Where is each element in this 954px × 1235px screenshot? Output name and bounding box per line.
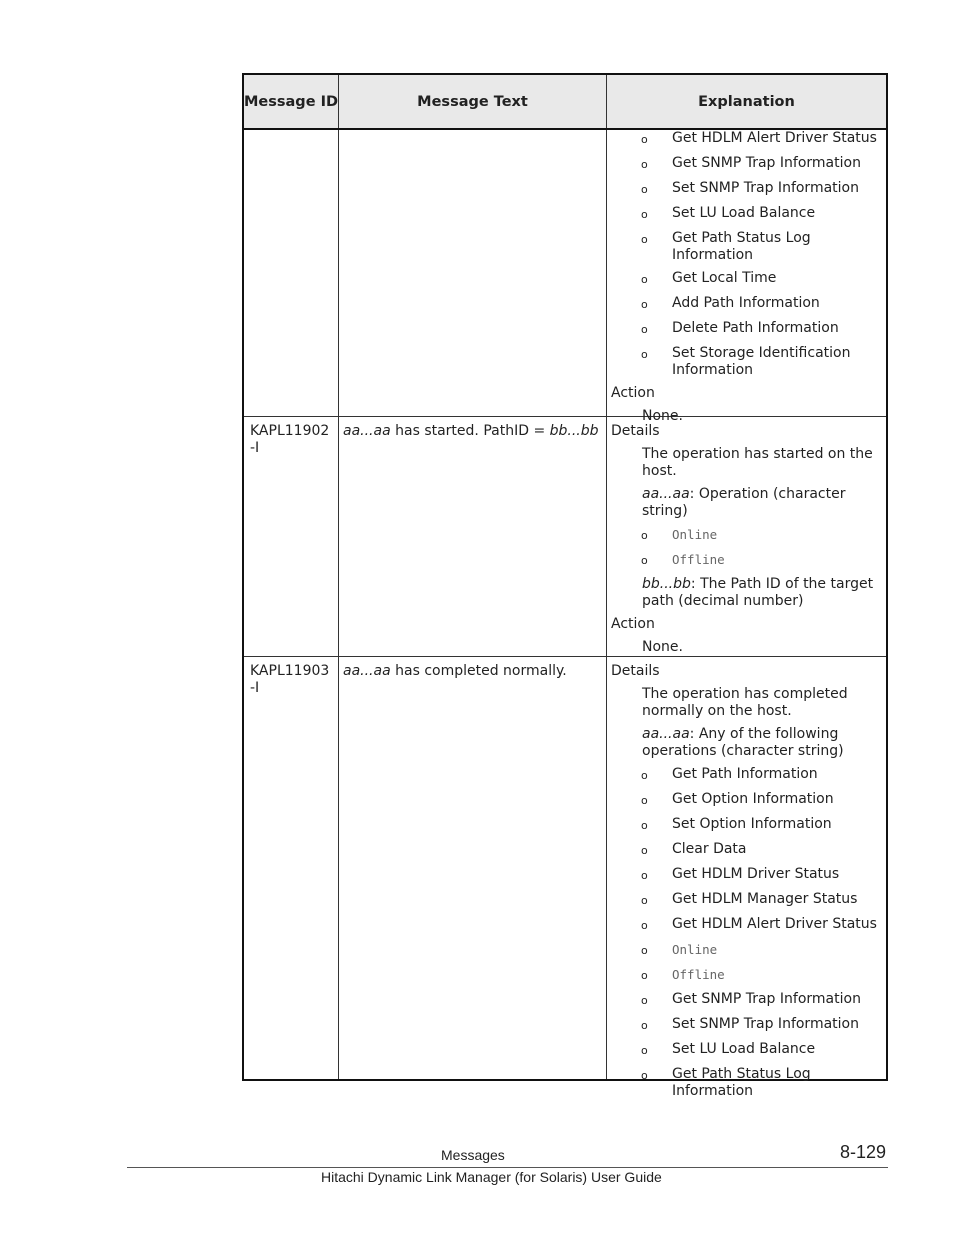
list-item — [611, 916, 884, 935]
list-item — [611, 816, 884, 835]
list-item — [611, 205, 884, 224]
list-item — [611, 866, 884, 885]
bullet-list — [611, 991, 884, 1100]
bullet-icon: o — [641, 819, 648, 832]
bullet-icon: o — [641, 1069, 648, 1082]
action-text: None. — [642, 408, 683, 424]
bullet-list — [611, 766, 884, 935]
list-item-label: Set Storage Identification Information — [672, 345, 851, 378]
list-item-label: Get Path Status Log Information — [672, 230, 811, 263]
bullet-icon: o — [641, 769, 648, 782]
list-item-label: Get SNMP Trap Information — [672, 155, 861, 171]
list-item: o Online — [611, 941, 884, 960]
details-variable-desc: bb...bb: The Path ID of the target path (decimal number) — [642, 576, 874, 609]
list-item — [611, 230, 884, 264]
list-item-label: Set SNMP Trap Information — [672, 1016, 859, 1032]
explanation-cell — [607, 130, 886, 424]
text-body: has started. PathID = — [390, 423, 550, 439]
list-item — [611, 130, 884, 149]
list-item-label: Clear Data — [672, 841, 747, 857]
bullet-icon: o — [641, 158, 648, 171]
list-item-label: Get Path Status Log Information — [672, 1066, 811, 1099]
footer-divider — [127, 1167, 888, 1168]
text-body: has completed normally. — [390, 663, 567, 679]
list-item-label: Add Path Information — [672, 295, 820, 311]
header-explanation: Explanation — [698, 93, 795, 110]
bullet-icon: o — [641, 844, 648, 857]
list-item — [611, 766, 884, 785]
bullet-icon: o — [641, 233, 648, 246]
bullet-icon: o — [641, 919, 648, 932]
list-item — [611, 345, 884, 379]
action-text: None. — [642, 639, 683, 655]
list-item — [611, 180, 884, 199]
details-variable-desc: aa...aa: Operation (character string) — [642, 486, 846, 519]
bullet-icon: o — [641, 208, 648, 221]
table-row — [244, 657, 886, 1099]
header-message-id: Message ID — [244, 75, 339, 128]
details-label: Details — [611, 423, 660, 439]
list-item: o Online — [611, 526, 884, 545]
list-item-label: Get Path Information — [672, 766, 818, 782]
list-item-label: Get HDLM Manager Status — [672, 891, 858, 907]
details-variable-desc: aa...aa: Any of the following operations (character string) — [642, 726, 844, 759]
list-item — [611, 841, 884, 860]
bullet-icon: o — [641, 348, 648, 361]
table-row — [244, 417, 886, 657]
action-label: Action — [611, 616, 655, 632]
bullet-icon: o — [641, 298, 648, 311]
details-text: The operation has started on the host. — [642, 446, 873, 479]
explanation-cell — [607, 657, 886, 1099]
footer-section-title: Messages — [441, 1147, 505, 1163]
message-text — [339, 417, 607, 656]
list-item — [611, 1016, 884, 1035]
list-item-label: Get Option Information — [672, 791, 834, 807]
list-item-label: Get Local Time — [672, 270, 777, 286]
bullet-icon: o — [641, 894, 648, 907]
list-item — [611, 295, 884, 314]
details-text: The operation has completed normally on the host. — [642, 686, 848, 719]
action-label: Action — [611, 385, 655, 401]
bullet-icon: o — [641, 273, 648, 286]
list-item: o Offline — [611, 966, 884, 985]
list-item-label: Get HDLM Alert Driver Status — [672, 130, 877, 146]
bullet-icon: o — [641, 944, 648, 957]
list-item — [611, 891, 884, 910]
list-item — [611, 320, 884, 339]
list-item — [611, 1066, 884, 1100]
message-table — [242, 73, 888, 1099]
list-item — [611, 155, 884, 174]
list-item — [611, 270, 884, 289]
bullet-icon: o — [641, 969, 648, 982]
list-item: o Offline — [611, 551, 884, 570]
list-item-label: Get HDLM Driver Status — [672, 866, 840, 882]
bullet-icon: o — [641, 1019, 648, 1032]
table-row — [244, 130, 886, 424]
bullet-icon: o — [641, 554, 648, 567]
bullet-icon: o — [641, 1044, 648, 1057]
list-item-label: Get HDLM Alert Driver Status — [672, 916, 877, 932]
page-number: 8-129 — [840, 1142, 887, 1162]
bullet-list — [611, 130, 884, 379]
list-item-label: Set SNMP Trap Information — [672, 180, 859, 196]
message-id: KAPL11902 -I — [244, 417, 339, 656]
header-message-text: Message Text — [339, 75, 607, 128]
explanation-cell — [607, 417, 886, 656]
bullet-icon: o — [641, 794, 648, 807]
list-item-label: Get SNMP Trap Information — [672, 991, 861, 1007]
list-item-label: Set Option Information — [672, 816, 832, 832]
list-item-label: Set LU Load Balance — [672, 1041, 816, 1057]
list-item — [611, 991, 884, 1010]
message-text — [339, 657, 607, 1079]
list-item — [611, 1041, 884, 1060]
list-item-label: Set LU Load Balance — [672, 205, 816, 221]
bullet-icon: o — [641, 529, 648, 542]
bullet-icon: o — [641, 869, 648, 882]
list-item-label: Delete Path Information — [672, 320, 839, 336]
bullet-icon: o — [641, 133, 648, 146]
text-variable: aa...aa — [343, 663, 391, 679]
footer-guide-title: Hitachi Dynamic Link Manager (for Solaris) User Guide — [321, 1169, 662, 1185]
details-label: Details — [611, 663, 660, 679]
bullet-icon: o — [641, 994, 648, 1007]
table-header — [244, 75, 886, 130]
text-variable: bb...bb — [549, 423, 599, 439]
bullet-icon: o — [641, 323, 648, 336]
list-item — [611, 791, 884, 810]
message-id: KAPL11903 -I — [244, 657, 339, 1079]
bullet-icon: o — [641, 183, 648, 196]
text-variable: aa...aa — [343, 423, 391, 439]
